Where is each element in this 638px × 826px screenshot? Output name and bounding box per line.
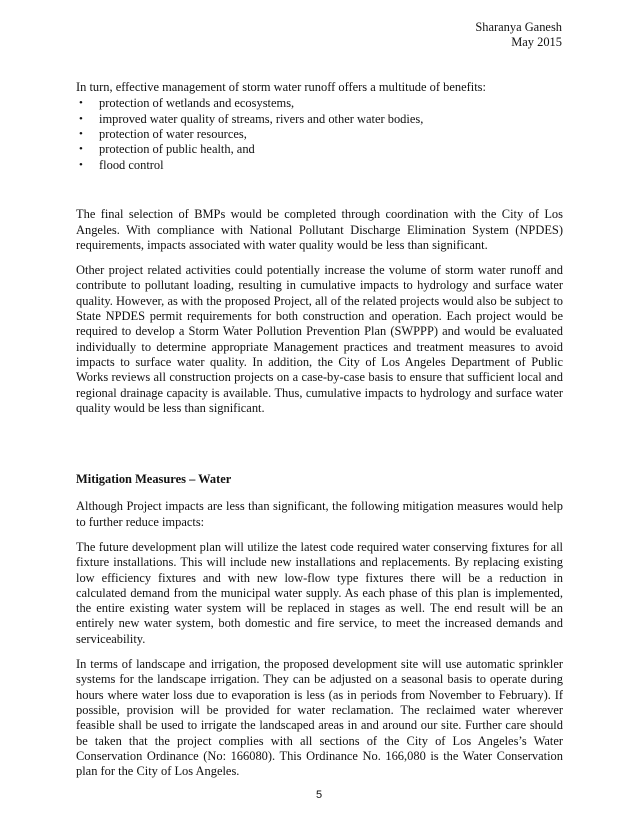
- benefits-intro: In turn, effective management of storm water runoff offers a multitude of benefits:: [76, 80, 486, 94]
- paragraph-mitigation-intro: Although Project impacts are less than significant, the following mitigation measures would help to further reduce impacts:: [76, 499, 563, 529]
- list-item: • protection of public health, and: [79, 142, 255, 157]
- bullet-icon: •: [79, 128, 83, 141]
- paragraph-bmps: The final selection of BMPs would be completed through coordination with the City of Los Angeles. With compliance with National Pollutant Discharge Elimination System (NPDES) requirements, impacts associated with water quality would be less than significant.: [76, 207, 563, 252]
- list-item: • improved water quality of streams, rivers and other water bodies,: [79, 111, 424, 126]
- benefits-list: [76, 96, 563, 173]
- bullet-icon: •: [79, 158, 83, 171]
- list-item: • protection of wetlands and ecosystems,: [79, 96, 295, 111]
- bullet-icon: •: [79, 97, 83, 110]
- bullet-icon: •: [79, 143, 83, 156]
- list-item: • protection of water resources,: [79, 127, 247, 142]
- paragraph-landscape: In terms of landscape and irrigation, the proposed development site will use automatic sprinkler systems for the landscape irrigation. They can be adjusted on a seasonal basis to operate during hours where water loss due to evaporation is less (as in periods from November to February). If possible, provision will be provided for water reclamation. The reclaimed water wherever feasible shall be used to irrigate the landscaped areas in and around our site. Further care should be taken that the project complies with all sections of the City of Los Angeles’s Water Conservation Ordinance (No: 166080). This Ordinance No. 166,080 is the Water Conservation plan for the City of Los Angeles.: [76, 657, 563, 779]
- section-heading-mitigation: Mitigation Measures – Water: [76, 472, 232, 487]
- list-item: • flood control: [79, 157, 164, 172]
- page-header: [475, 20, 562, 50]
- paragraph-cumulative-impacts: Other project related activities could potentially increase the volume of storm water runoff and contribute to pollutant loading, resulting in cumulative impacts to hydrology and surface water quality. However, as with the proposed Project, all of the related projects would also be subject to State NPDES permit requirements for both construction and operation. Each project would be required to develop a Storm Water Pollution Prevention Plan (SWPPP) and would be evaluated individually to determine appropriate Management practices and treatment measures to avoid impacts to surface water quality. In addition, the City of Los Angeles Department of Public Works reviews all construction projects on a case-by-case basis to ensure that sufficient local and regional drainage capacity is available. Thus, cumulative impacts to hydrology and surface water quality would be less than significant.: [76, 263, 563, 415]
- header-author: Sharanya Ganesh: [475, 20, 562, 34]
- page-number: 5: [315, 789, 323, 801]
- header-date: May 2015: [511, 35, 562, 49]
- bullet-icon: •: [79, 112, 83, 125]
- page-body: [76, 80, 563, 779]
- paragraph-fixtures: The future development plan will utilize the latest code required water conserving fixtures for all fixture installations. This will include new installations and replacements. By replacing existing low efficiency fixtures and with new low-flow type fixtures there will be a reduction in calculated demand from the municipal water supply. As each phase of this plan is implemented, the entire existing water system will be replaced in stages as well. The end result will be an entirely new water system, both domestic and fire service, to meet the increased demands and serviceability.: [76, 540, 563, 646]
